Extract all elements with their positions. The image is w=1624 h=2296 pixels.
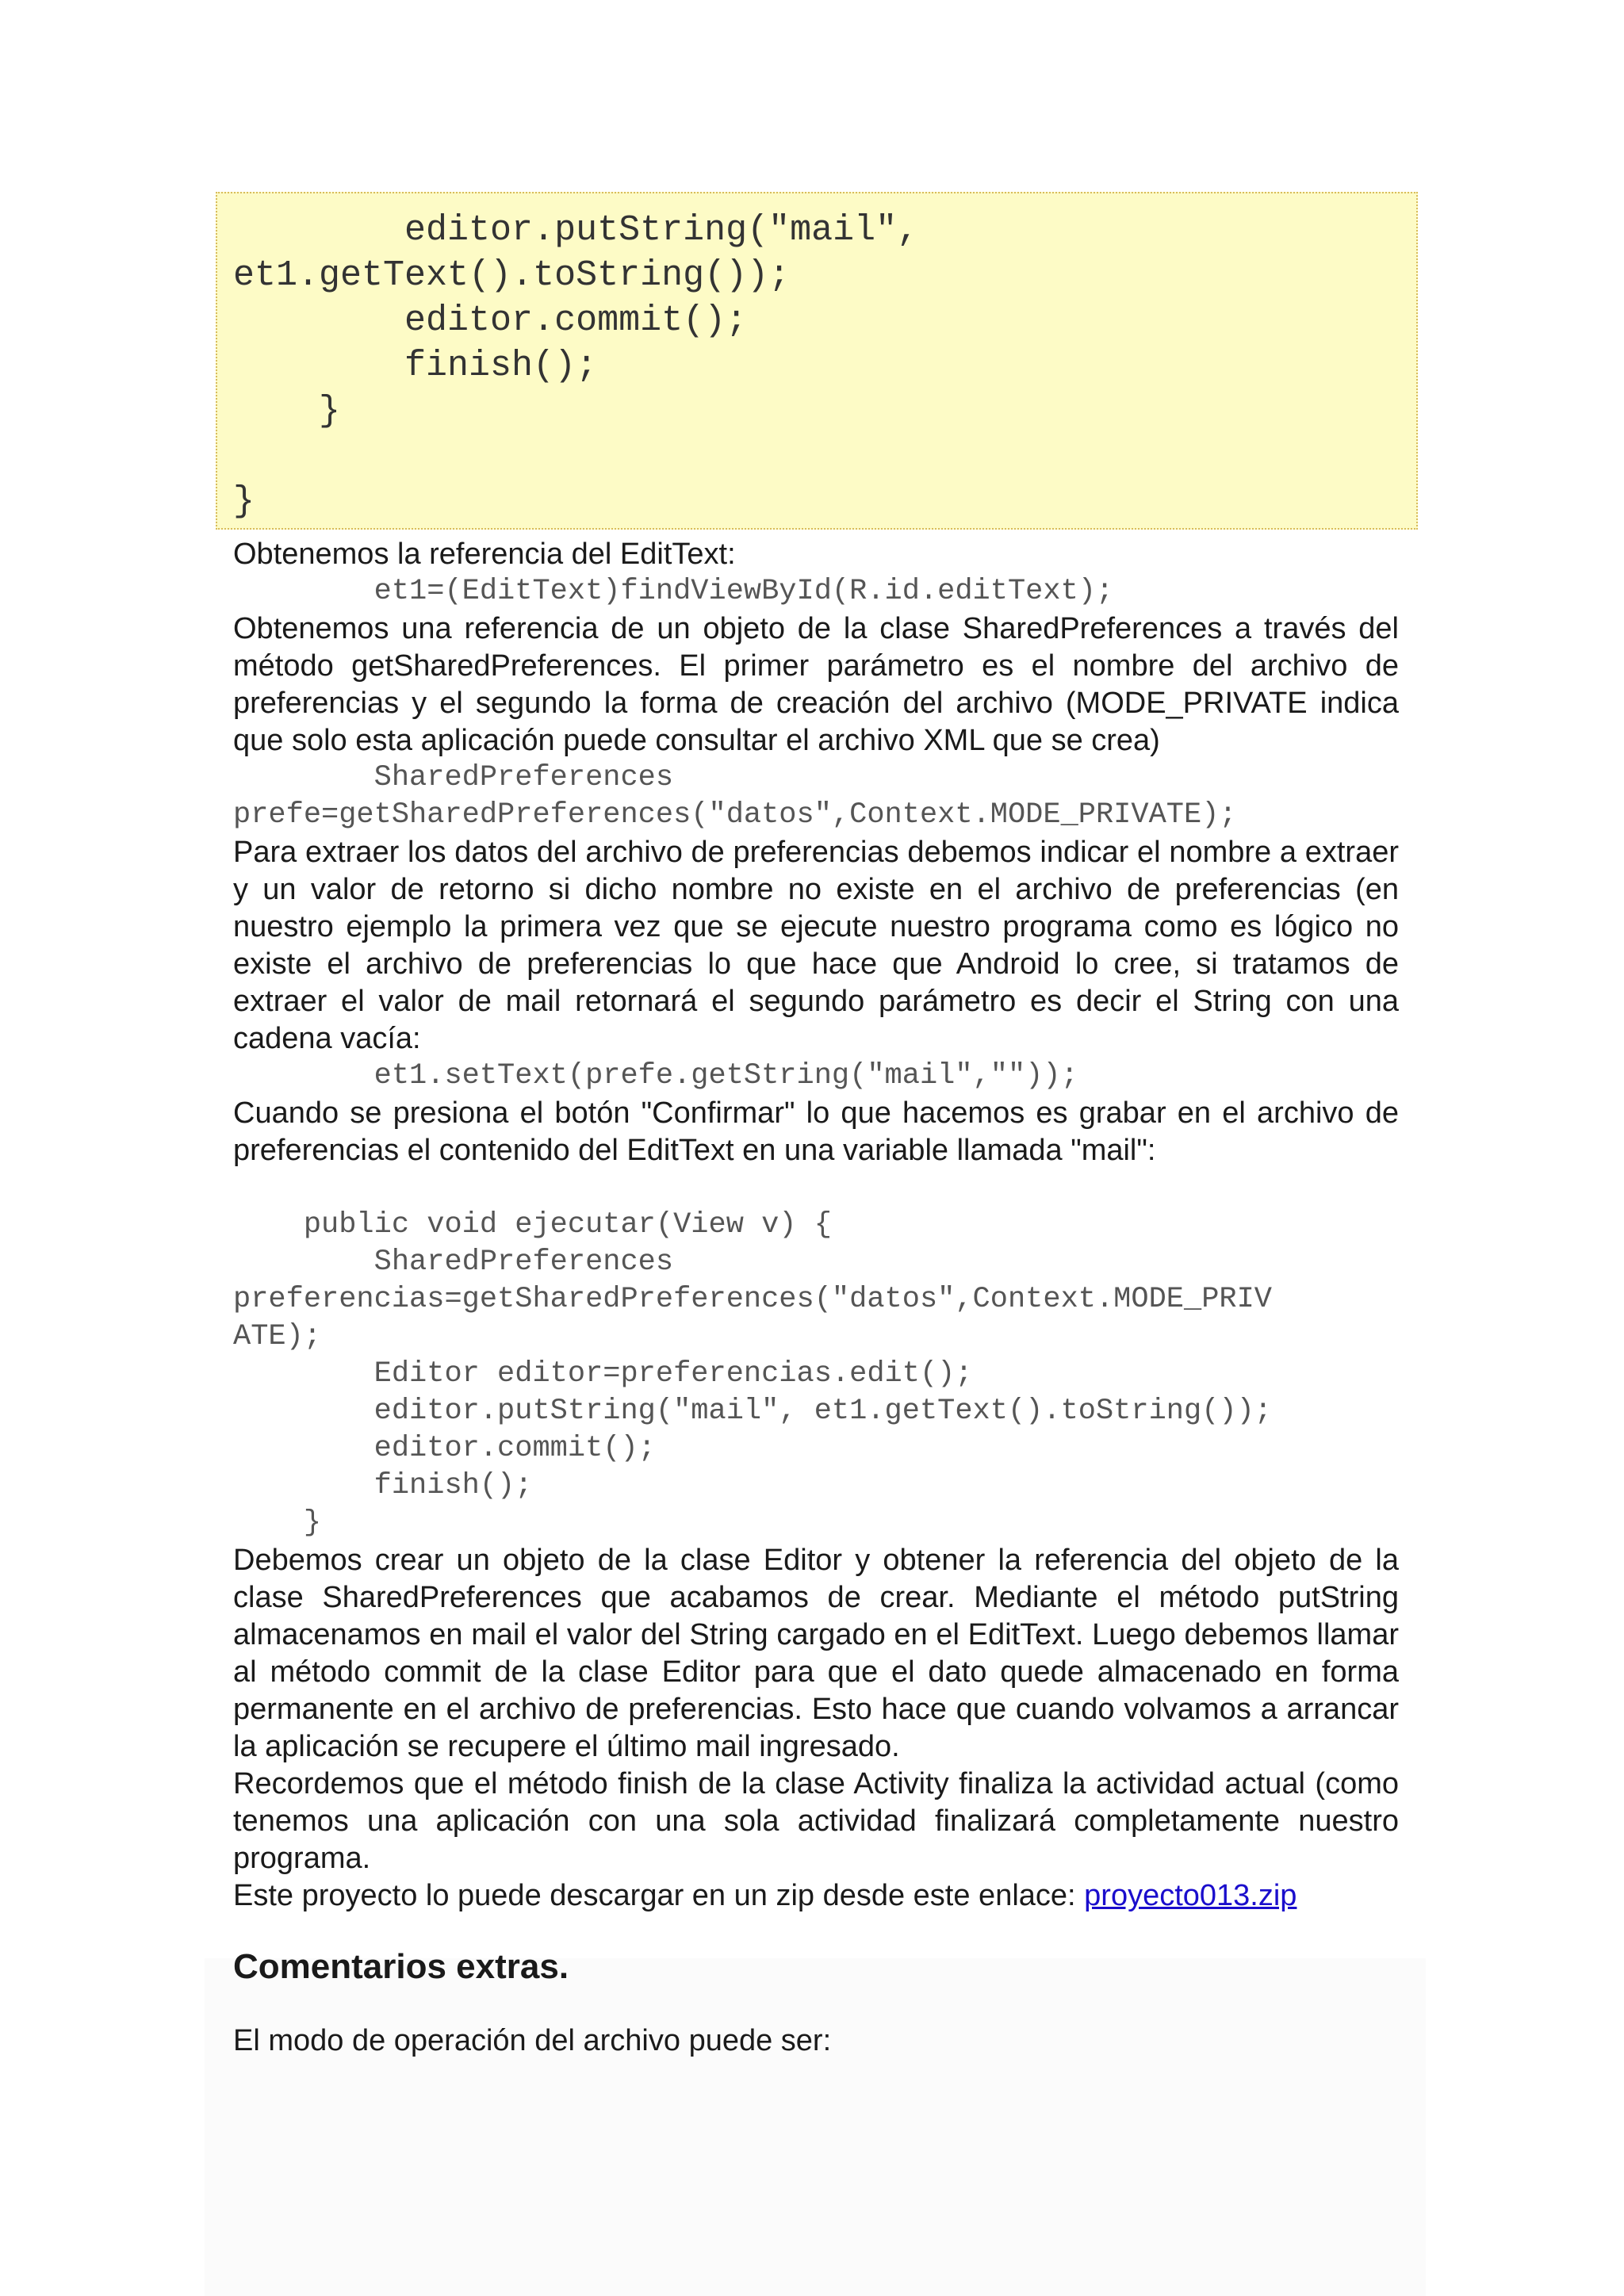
code-line-findviewbyid: et1=(EditText)findViewById(R.id.editText);	[233, 575, 1114, 608]
spacer	[233, 1169, 1399, 1207]
paragraph-extraer-datos: Para extraer los datos del archivo de preferencias debemos indicar el nombre a extraer y un valor de retorno si dicho nombre no existe en el archivo de preferencias (en nuestro ejemplo la primera vez que se ejecute nuestro programa como es lógico no existe el archivo de preferencias lo que hace que Android lo cree, si tratamos de extraer el valor de mail retornará el segundo parámetro es decir el String con una cadena vacía:	[233, 836, 1399, 1055]
paragraph-download	[233, 1877, 1399, 1915]
section-heading: Comentarios extras.	[233, 1947, 569, 1986]
paragraph-modo-operacion: El modo de operación del archivo puede ser:	[233, 2024, 832, 2057]
code-line-settext: et1.setText(prefe.getString("mail",""));	[233, 1059, 1078, 1093]
paragraph-sharedpreferences: Obtenemos una referencia de un objeto de la clase SharedPreferences a través del método getSharedPreferences. El primer parámetro es el nombre del archivo de preferencias y el segundo la forma de creación del archivo (MODE_PRIVATE indica que solo esta aplicación puede consultar el archivo XML que se crea)	[233, 612, 1399, 757]
document-body	[233, 536, 1399, 2060]
code-block-highlighted	[216, 192, 1418, 530]
code-block-ejecutar: public void ejecutar(View v) { SharedPreferences preferencias=getSharedPreferences("datos",Context.MODE_PRIV ATE); Editor editor=preferencias.edit(); editor.putString("mail", et1.getText().toString()); editor.commit(); finish(); }	[233, 1208, 1273, 1540]
download-link[interactable]: proyecto013.zip	[1084, 1879, 1297, 1912]
paragraph-editor: Debemos crear un objeto de la clase Editor y obtener la referencia del objeto de la clase SharedPreferences que acabamos de crear. Mediante el método putString almacenamos en mail el valor del String cargado en el EditText. Luego debemos llamar al método commit de la clase Editor para que el dato quede almacenado en forma permanente en el archivo de preferencias. Esto hace que cuando volvamos a arrancar la aplicación se recupere el último mail ingresado.	[233, 1544, 1399, 1763]
paragraph-edittext-ref: Obtenemos la referencia del EditText:	[233, 538, 736, 571]
spacer	[233, 1989, 1399, 2022]
download-text: Este proyecto lo puede descargar en un zip desde este enlace:	[233, 1879, 1085, 1912]
spacer	[233, 1915, 1399, 1945]
paragraph-boton-confirmar: Cuando se presiona el botón "Confirmar" lo que hacemos es grabar en el archivo de preferencias el contenido del EditText en una variable llamada "mail":	[233, 1096, 1399, 1167]
paragraph-finish: Recordemos que el método finish de la clase Activity finaliza la actividad actual (como tenemos una aplicación con una sola actividad finalizará completamente nuestro programa.	[233, 1767, 1399, 1875]
code-line-getsharedpreferences: SharedPreferences prefe=getSharedPreferences("datos",Context.MODE_PRIVATE);	[233, 761, 1237, 832]
code-block-text: editor.putString("mail", et1.getText().toString()); editor.commit(); finish(); } }	[233, 210, 919, 522]
